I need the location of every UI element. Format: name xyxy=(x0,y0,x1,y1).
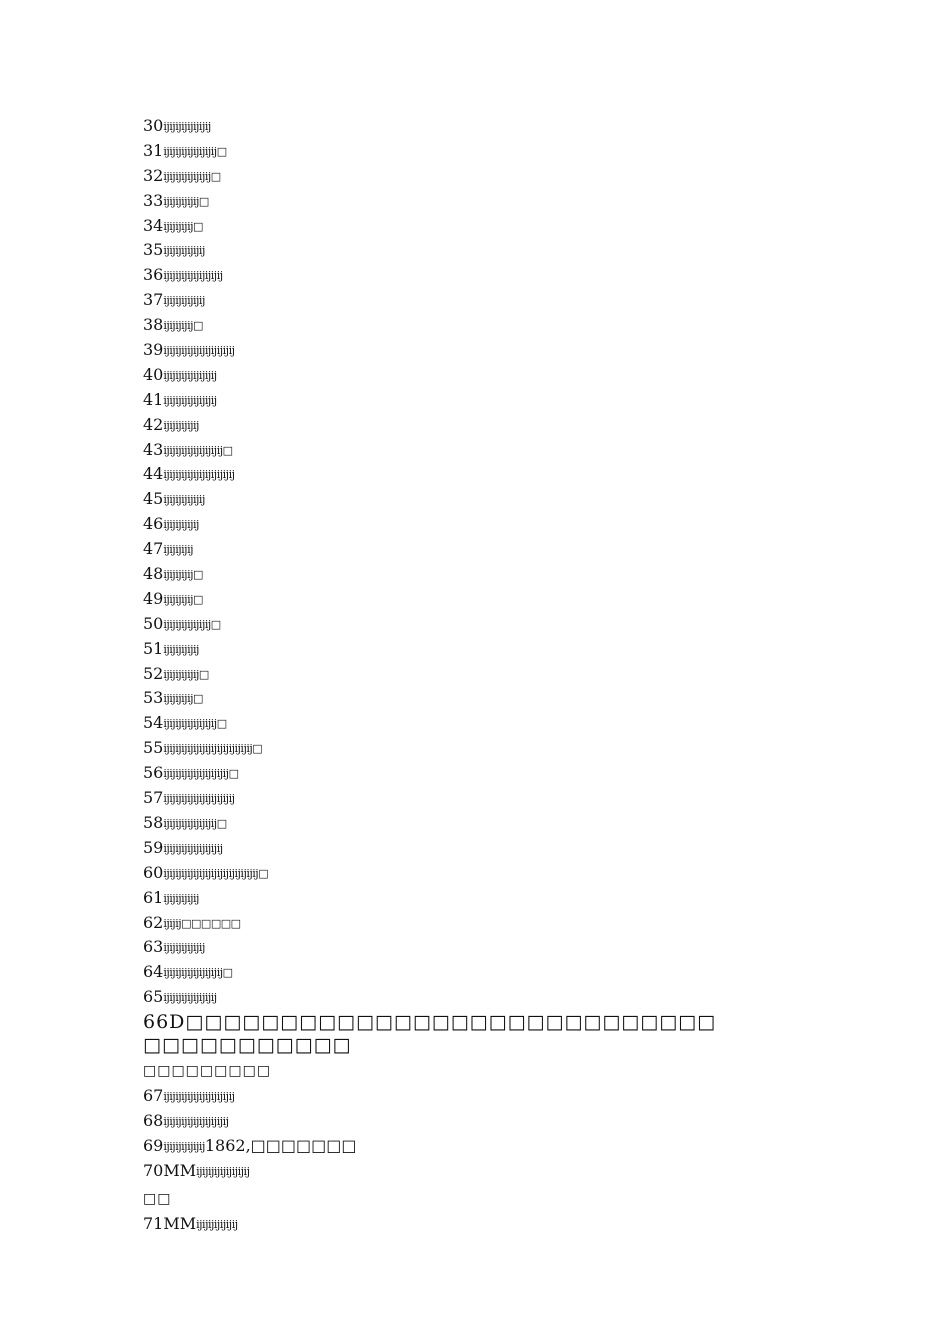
numbered-line xyxy=(143,487,923,512)
line-text: ijijijijijijij xyxy=(163,244,205,258)
line-text: ijijijijijijij xyxy=(163,493,205,507)
numbered-line xyxy=(143,438,923,463)
line-number: 70MM xyxy=(143,1160,197,1180)
line-number: 59 xyxy=(143,837,164,857)
numbered-line xyxy=(143,637,923,662)
line-tail: 1862,□□□□□□□ xyxy=(204,1135,357,1155)
line-number: 31 xyxy=(143,140,164,160)
numbered-line xyxy=(143,711,923,736)
line-number: 45 xyxy=(143,489,164,509)
line-text: ijijijijijijijijijij xyxy=(163,269,223,283)
numbered-line xyxy=(143,886,923,911)
line-number: 43 xyxy=(143,439,164,459)
numbered-line xyxy=(143,413,923,438)
numbered-line xyxy=(143,288,923,313)
line-number: 54 xyxy=(143,713,164,733)
numbered-line xyxy=(143,985,923,1010)
numbered-line xyxy=(143,189,923,214)
numbered-line xyxy=(143,363,923,388)
small-boxes: □□ xyxy=(143,1191,172,1208)
line-number: 48 xyxy=(143,564,164,584)
numbered-line xyxy=(143,960,923,985)
numbered-line xyxy=(143,861,923,886)
numbered-line xyxy=(143,1109,923,1134)
line-text: ijijijijijij□ xyxy=(163,194,209,208)
line-text: ijijijijijijijijijijij□ xyxy=(163,767,239,781)
line-number: 50 xyxy=(143,613,164,633)
line-number: 47 xyxy=(143,539,164,559)
line-text: ijijijijijij xyxy=(163,418,199,432)
line-66-continued: □□□□□□□□□□□ xyxy=(143,1034,352,1055)
line-text: ijijijijijijijijij xyxy=(196,1164,250,1178)
line-number: 63 xyxy=(143,937,164,957)
numbered-line xyxy=(143,512,923,537)
line-number: 49 xyxy=(143,588,164,608)
numbered-line xyxy=(143,662,923,687)
line-text: ijijijijij□ xyxy=(163,568,203,582)
line-number: 71MM xyxy=(143,1214,197,1234)
text-lines xyxy=(143,114,923,1237)
line-text: ijijijijijijijijijij□ xyxy=(163,443,233,457)
line-text: ijijijijijijijijijij xyxy=(163,841,223,855)
numbered-line xyxy=(143,164,923,189)
line-text: ijijij□□□□□□ xyxy=(163,916,241,930)
line-number: 67 xyxy=(143,1085,164,1105)
line-text: ijijijijijij xyxy=(163,642,199,656)
numbered-line xyxy=(143,786,923,811)
line-number: 41 xyxy=(143,389,164,409)
numbered-line xyxy=(143,1159,923,1184)
numbered-line xyxy=(143,214,923,239)
line-text: ijijijijijijij xyxy=(163,941,205,955)
numbered-line xyxy=(143,836,923,861)
line-text: ijijijijij xyxy=(163,543,194,557)
line-text: ijijijijijijijijijijijij xyxy=(163,1089,235,1103)
line-text: ijijijijijij xyxy=(163,891,199,905)
line-text: ijijijijijijijijij□ xyxy=(163,816,227,830)
line-text: ijijijijij□ xyxy=(163,692,203,706)
line-number: 32 xyxy=(143,165,164,185)
line-text: ijijijijijijijij□ xyxy=(163,169,221,183)
numbered-line xyxy=(143,612,923,637)
line-number: 64 xyxy=(143,962,164,982)
line-number: 57 xyxy=(143,788,164,808)
line-text: ijijijijijijij xyxy=(163,1139,205,1153)
line-number: 51 xyxy=(143,638,164,658)
line-number: 30 xyxy=(143,116,164,135)
numbered-line xyxy=(143,313,923,338)
numbered-line xyxy=(143,811,923,836)
line-text: ijijijijijijij xyxy=(163,294,205,308)
line-number: 62 xyxy=(143,912,164,932)
line-text: ijijijijijijijijij□ xyxy=(163,144,227,158)
line-number: 39 xyxy=(143,340,164,360)
numbered-line xyxy=(143,736,923,761)
numbered-line xyxy=(143,388,923,413)
line-number: 58 xyxy=(143,812,164,832)
line-text: ijijijijijijij xyxy=(196,1218,238,1232)
line-66: 66D□□□□□□□□□□□□□□□□□□□□□□□□□□□□ xyxy=(143,1011,717,1034)
line-number: 44 xyxy=(143,464,164,484)
line-number: 33 xyxy=(143,190,164,210)
numbered-line xyxy=(143,761,923,786)
line-number: 37 xyxy=(143,290,164,310)
line-number: 52 xyxy=(143,663,164,683)
line-number: 46 xyxy=(143,514,164,534)
line-text: ijijijijijijijijij□ xyxy=(163,717,227,731)
numbered-line xyxy=(143,911,923,936)
line-number: 35 xyxy=(143,240,164,260)
numbered-line xyxy=(143,587,923,612)
line-number: 61 xyxy=(143,887,164,907)
numbered-line xyxy=(143,263,923,288)
numbered-line xyxy=(143,1212,923,1237)
line-text: ijijijijijijijijijij□ xyxy=(163,966,233,980)
line-text: ijijijijijijijijijijijijijijij□ xyxy=(163,742,263,756)
line-text: ijijijijijij xyxy=(163,518,199,532)
line-text: ijijijijijijijijijijijij xyxy=(163,792,235,806)
line-number: 68 xyxy=(143,1110,164,1130)
line-number: 60 xyxy=(143,862,164,882)
line-text: ijijijijijijijijijijijij xyxy=(163,468,235,482)
line-number: 40 xyxy=(143,364,164,384)
numbered-line xyxy=(143,338,923,363)
line-text: ijijijijijijijijij xyxy=(163,393,217,407)
line-number: 65 xyxy=(143,987,164,1007)
numbered-line xyxy=(143,537,923,562)
line-text: ijijijijijij□ xyxy=(163,667,209,681)
line-text: ijijijijijijijijij xyxy=(163,991,217,1005)
line-number: 34 xyxy=(143,215,164,235)
line-number: 38 xyxy=(143,315,164,335)
line-text: ijijijijijijijijijijij xyxy=(163,1114,229,1128)
numbered-line xyxy=(143,139,923,164)
line-text: ijijijijijijijijijijijij xyxy=(163,344,235,358)
line-number: 42 xyxy=(143,414,164,434)
numbered-line xyxy=(143,238,923,263)
line-text: ijijijijijijijij□ xyxy=(163,617,221,631)
line-number: 56 xyxy=(143,763,164,783)
numbered-line xyxy=(143,1134,923,1159)
line-text: ijijijijij□ xyxy=(163,592,203,606)
numbered-line xyxy=(143,1084,923,1109)
line-number: 69 xyxy=(143,1135,164,1155)
numbered-line xyxy=(143,562,923,587)
numbered-line xyxy=(143,686,923,711)
line-number: 55 xyxy=(143,738,164,758)
numbered-line xyxy=(143,462,923,487)
line-text: ijijijijijijijijij xyxy=(163,368,217,382)
boxes-row: □□□□□□□□□ xyxy=(143,1062,272,1079)
numbered-line xyxy=(143,114,923,139)
line-text: ijijijijij□ xyxy=(163,219,203,233)
line-number: 53 xyxy=(143,688,164,708)
numbered-line xyxy=(143,935,923,960)
line-text: ijijijijijijijijijijijijijijijij□ xyxy=(163,866,269,880)
line-text: ijijijijij□ xyxy=(163,319,203,333)
line-text: ijijijijijijijij xyxy=(163,120,211,133)
line-number: 36 xyxy=(143,265,164,285)
